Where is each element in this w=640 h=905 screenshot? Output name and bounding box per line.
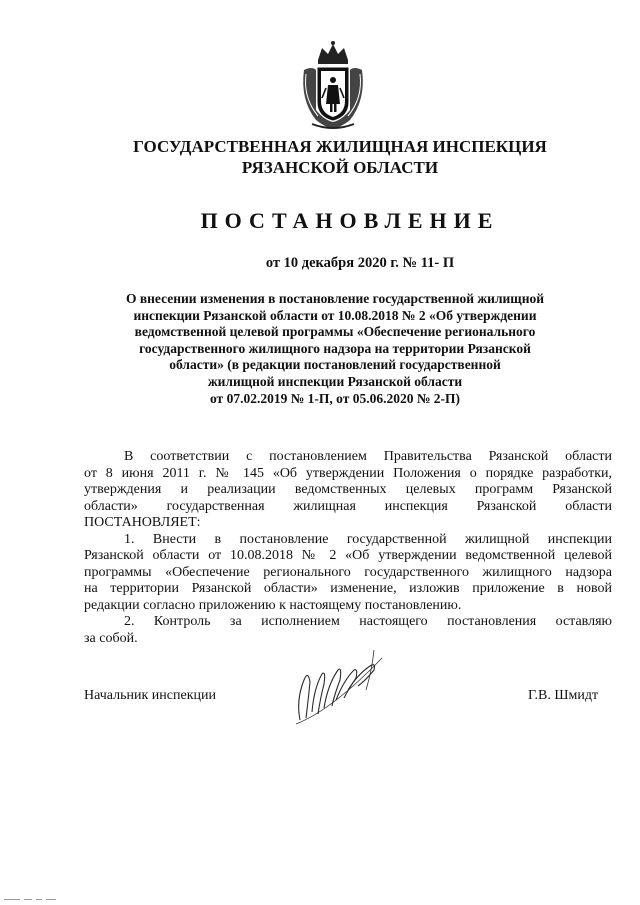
subject-line: государственного жилищного надзора на территории Рязанской [139,340,531,356]
handwritten-signature-icon [282,640,392,730]
signer-name: Г.В. Шмидт [528,688,599,703]
subject-line: жилищной инспекции Рязанской области [207,373,463,389]
item-1-line: редакции согласно приложению к настоящему постановлению. [84,597,462,613]
subject-line: О внесении изменения в постановление государственной жилищной [125,291,545,306]
coat-of-arms-icon [296,40,370,132]
subject-line: ведомственной целевой программы «Обеспечение регионального [134,324,536,340]
issuing-authority [120,136,560,178]
document-subject [100,291,570,407]
authority-line-2: РЯЗАНСКОЙ ОБЛАСТИ [241,158,439,177]
document-date-number: от 10 декабря 2020 г. № 11- П [265,255,455,271]
item-1-line: Рязанской области от 10.08.2018 № 2 «Об утверждении ведомственной целевой [84,548,612,563]
item-2-line: за собой. [84,630,138,646]
scan-footer-mark [4,898,64,901]
item-1-line: программы «Обеспечение регионального государственного жилищного надзора [84,564,612,580]
document-type-title: ПОСТАНОВЛЕНИЕ [200,208,500,233]
subject-line: от 07.02.2019 № 1-П, от 05.06.2020 № 2-П) [209,390,461,406]
item-2-line: 2. Контроль за исполнением настоящего постановления оставляю [124,614,612,629]
item-1-line: на территории Рязанской области» изменение, изложив приложение в новой [84,581,612,596]
preamble-line: от 8 июня 2011 г. № 145 «Об утверждении Положения о порядке разработки, [84,465,612,481]
decree-word: ПОСТАНОВЛЯЕТ: [84,515,201,530]
subject-line: области» (в редакции постановлений государственной [169,357,501,373]
signer-position: Начальник инспекции [84,688,216,703]
preamble-line: В соответствии с постановлением Правительства Рязанской области [124,449,612,464]
preamble-line: утверждения и реализации ведомственных целевых программ Рязанской [84,482,612,497]
authority-line-1: ГОСУДАРСТВЕННАЯ ЖИЛИЩНАЯ ИНСПЕКЦИЯ [133,137,547,156]
subject-line: инспекции Рязанской области от 10.08.2018 № 2 «Об утверждении [133,307,537,323]
document-body [84,449,612,647]
item-1-line: 1. Внести в постановление государственной жилищной инспекции [124,531,612,547]
preamble-line: области» государственная жилищная инспекция Рязанской области [84,498,612,514]
